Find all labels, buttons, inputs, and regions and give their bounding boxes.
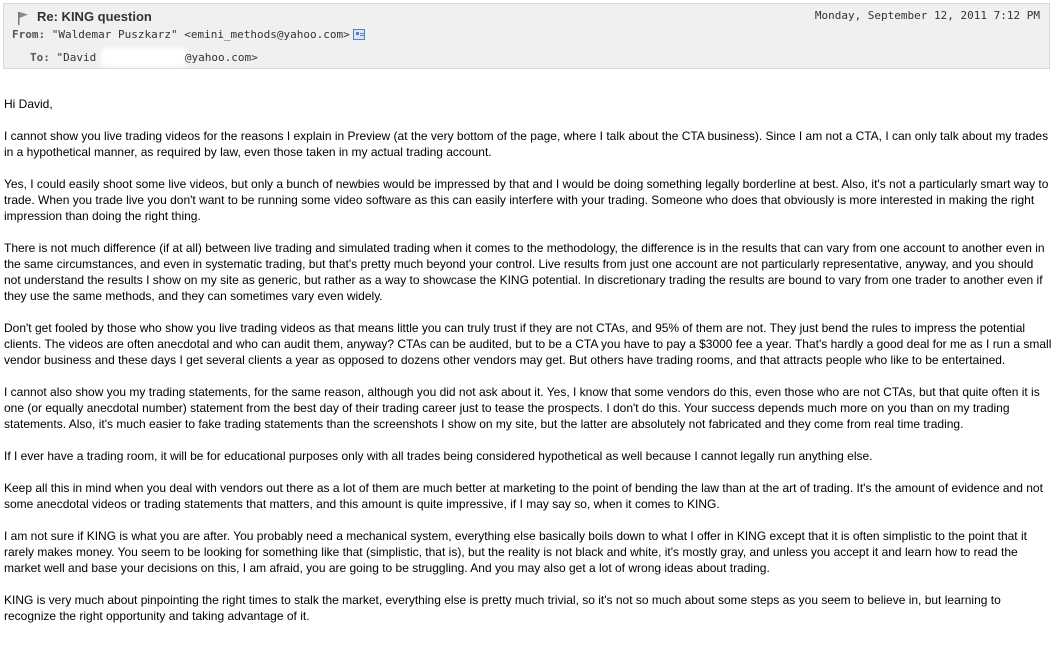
email-subject: Re: KING question — [37, 9, 152, 24]
body-paragraph: I cannot show you live trading videos for the reasons I explain in Preview (at the very bottom of the page, where I talk about the CTA business). Since I am not a CTA, I can only talk about my trades in a hypothetical manner, as required by law, even those taken in my actual trading account. — [4, 129, 1049, 159]
from-row — [12, 28, 365, 41]
body-paragraph: Yes, I could easily shoot some live videos, but only a bunch of newbies would be impressed by that and I would be doing something legally borderline at best. Also, it's not a particularly smart way to trade. When you trade live you don't want to be running some video software as this can easily interfere with your trading. Someone who does that obviously is more interested in making the right impression than doing the right thing. — [4, 177, 1049, 223]
body-paragraph: Keep all this in mind when you deal with vendors out there as a lot of them are much better at marketing to the point of bending the law than at the art of trading. It's the amount of evidence and not some anecdotal videos or trading statements that matters, and this amount is quite impressive, if I may say so, when it comes to KING. — [4, 481, 1043, 511]
greeting: Hi David, — [4, 97, 53, 111]
body-paragraph: KING is very much about pinpointing the right times to stalk the market, everything else is pretty much trivial, so it's not so much about some steps as you seem to believe in, but learning to recognize the right opportunity and taking advantage of it. — [4, 593, 1001, 623]
to-address-prefix[interactable]: "David — [56, 51, 97, 64]
body-paragraph: There is not much difference (if at all) between live trading and simulated trading when it comes to the methodology, the difference is in the results that can vary from one account to another even in the same circumstances, and even in systematic trading, but that's pretty much beyond your control. Live results from just one account are not particularly representative, anyway, and you should not understand the results I show on my site as generic, but rather as a way to showcase the KING potential. In discretionary trading the results are bound to vary from one trader to another even if they use the same methods, and they can sometimes vary even widely. — [4, 241, 1045, 303]
body-paragraph: Don't get fooled by those who show you live trading videos as that means little you can truly trust if they are not CTAs, and 95% of them are not. They just bend the rules to impress the potential clients. The videos are often anecdotal and who can audit them, anyway? CTAs can be audited, but to be a CTA you have to pay a $3000 fee a year. That's hardly a good deal for me as I run a small vendor business and these days I get several clients a year as opposed to dozens other vendors may get. But others have trading rooms, and that attracts people who like to be entertained. — [4, 321, 1052, 367]
body-paragraph: I cannot also show you my trading statements, for the same reason, although you did not ask about it. Yes, I know that some vendors do this, even those who are not CTAs, but that quite often it is one (or equally anecdotal number) statement from the best day of their trading career just to tease the prospects. I don't do this. Your success depends much more on you than on my trading statements. Also, it's much easier to fake trading statements than the screenshots I show on my site, but the latter are absolutely not fabricated and they come from real time trading. — [4, 385, 1040, 431]
contact-card-icon[interactable] — [353, 29, 365, 40]
email-date: Monday, September 12, 2011 7:12 PM — [814, 9, 1040, 22]
email-header — [3, 3, 1050, 69]
redacted-area — [104, 51, 184, 64]
to-label: To: — [30, 51, 50, 64]
flag-icon[interactable] — [16, 11, 30, 25]
body-paragraph: I am not sure if KING is what you are after. You probably need a mechanical system, everything else basically boils down to what I offer in KING except that it is often simplistic to the point that it rarely makes money. You seem to be looking for something like that (simplistic, that is), but the reality is not black and white, it's mostly gray, and unless you accept it and learn how to read the market well and base your decisions on this, I am afraid, you are going to be struggling. And you may also get a lot of wrong ideas about trading. — [4, 529, 1027, 575]
body-paragraph: If I ever have a trading room, it will be for educational purposes only with all trades being considered hypothetical as well because I cannot legally run anything else. — [4, 449, 873, 463]
from-address[interactable]: "Waldemar Puszkarz" <emini_methods@yahoo.com> — [51, 28, 350, 41]
from-label: From: — [12, 28, 46, 41]
to-address-suffix[interactable]: @yahoo.com> — [184, 51, 258, 64]
to-row — [30, 51, 258, 64]
email-body — [4, 96, 1052, 640]
